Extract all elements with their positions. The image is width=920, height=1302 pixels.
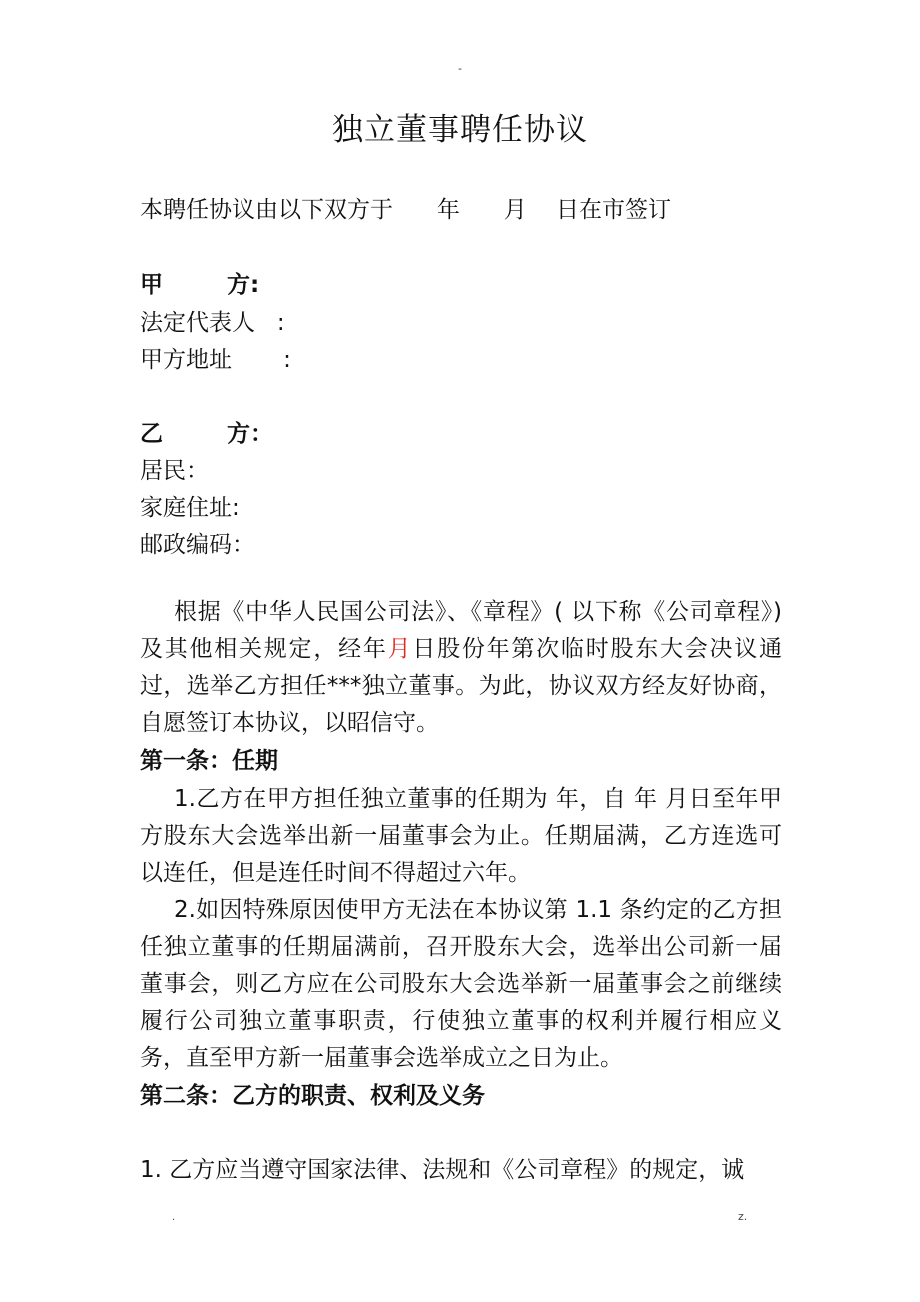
party-b-resident: 居民：	[140, 458, 209, 484]
footer-left-mark: .	[172, 1212, 176, 1223]
party-a-legal-rep: 法定代表人 :	[140, 310, 285, 336]
article1-heading: 第一条：任期	[140, 748, 278, 774]
header-mark: -	[458, 62, 462, 75]
article2-heading: 第二条：乙方的职责、权利及义务	[140, 1083, 485, 1109]
preamble-paragraph	[140, 594, 782, 742]
footer-right-mark: z.	[738, 1210, 748, 1223]
party-b-postal-code: 邮政编码：	[140, 532, 255, 558]
party-a-heading: 甲 方:	[140, 272, 260, 298]
preamble-text-2: 日股份年第次临时股东大会决议通过，选举乙方担任***独立董事。为此，协议双方经友好协商，自愿签订本协议，以昭信守。	[140, 636, 783, 736]
intro-line: 本聘任协议由以下双方于 年 月 日在市签订	[140, 197, 671, 223]
party-b-home-address: 家庭住址:	[140, 495, 240, 521]
article1-clause2: 2.如因特殊原因使甲方无法在本协议第 1.1 条约定的乙方担任独立董事的任期届满前，召开股东大会，选举出公司新一届董事会，则乙方应在公司股东大会选举新一届董事会之前继续履行公司独立董事职责，行使独立董事的权利并履行相应义务，直至甲方新一届董事会选举成立之日为止。	[140, 897, 782, 1071]
party-a-address: 甲方地址 :	[140, 347, 291, 373]
article1-clause1: 1.乙方在甲方担任独立董事的任期为 年，自 年 月日至年甲方股东大会选举出新一届董事会为止。任期届满，乙方连选可以连任，但是连任时间不得超过六年。	[140, 786, 782, 886]
preamble-highlight: 月	[387, 636, 413, 662]
preamble-text-1: 根据《中华人民国公司法》、《章程》( 以下称《公司章程》) 及其他相关规定，经年	[140, 599, 782, 662]
document-title: 独立董事聘任协议	[332, 112, 588, 148]
article2-clause1: 1. 乙方应当遵守国家法律、法规和《公司章程》的规定，诚	[140, 1157, 745, 1183]
party-b-heading: 乙 方：	[140, 421, 274, 447]
